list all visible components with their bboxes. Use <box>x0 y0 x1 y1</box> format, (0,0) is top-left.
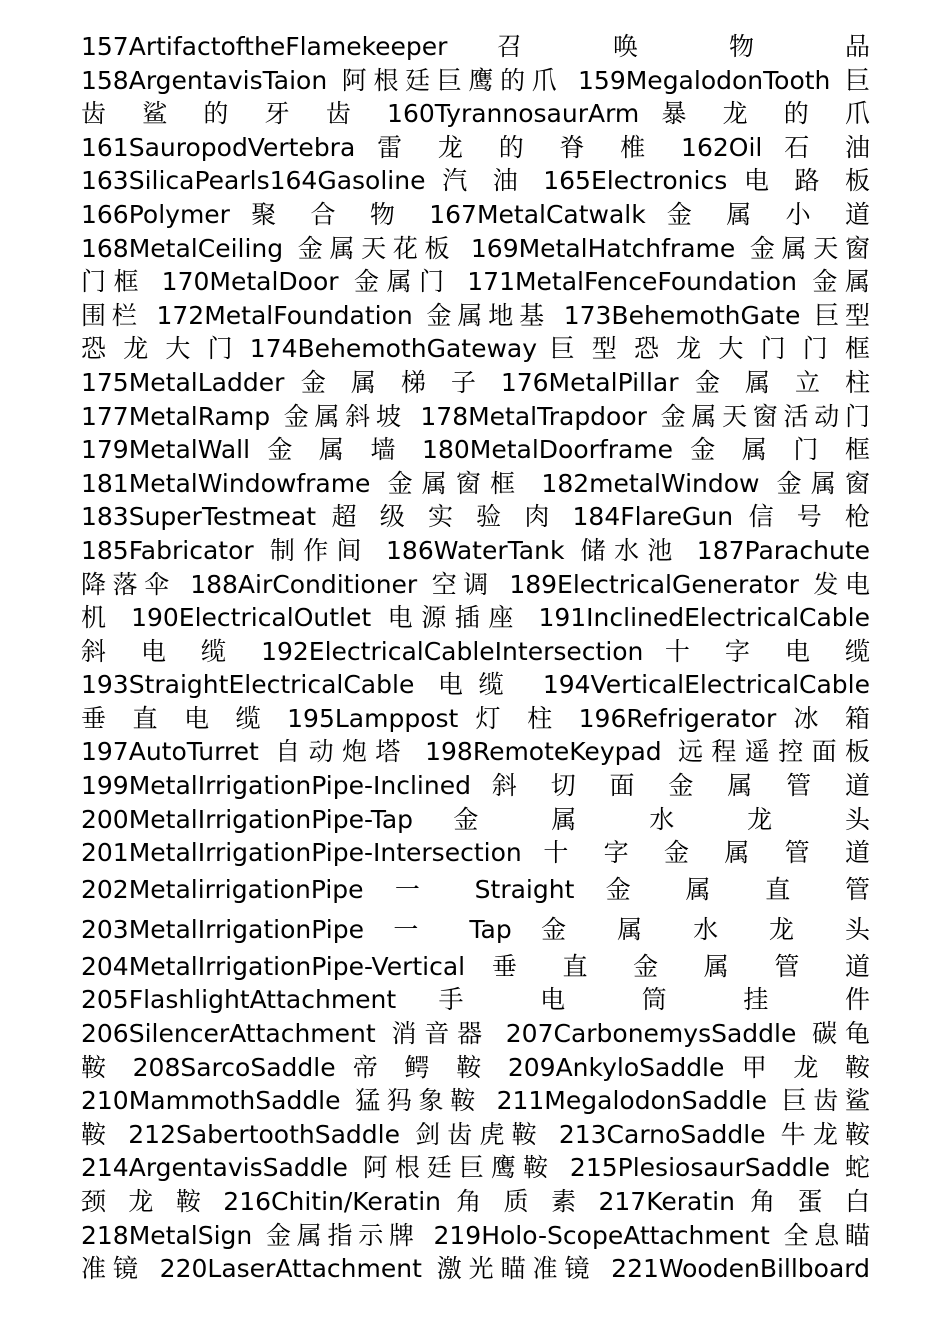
text-line-6: 166Polymer 聚 合 物 167MetalCatwalk 金 属 小 道 <box>81 199 870 229</box>
text-line-1: 157ArtifactoftheFlamekeeper 召 唤 物 品 <box>81 32 870 61</box>
text-line-36: 218MetalSign 金属指示牌 219Holo-ScopeAttachment 全息瞄 <box>81 1220 870 1250</box>
text-line-18: 机 190ElectricalOutlet 电源插座 191InclinedElectricalCable <box>81 603 870 633</box>
document-page <box>81 30 870 1330</box>
text-line-4: 161SauropodVertebra 雷 龙 的 脊 椎 162Oil 石 油 <box>81 132 870 162</box>
text-line-20: 193StraightElectricalCable 电缆 194VerticalElectricalCable <box>81 670 870 700</box>
text-line-12: 177MetalRamp 金属斜坡 178MetalTrapdoor 金属天窗活动门 <box>81 401 870 431</box>
text-line-21: 垂 直 电 缆 195Lamppost 灯 柱 196Refrigerator 冰 箱 <box>81 703 870 733</box>
text-line-23: 199MetalIrrigationPipe-Inclined 斜 切 面 金 属 管 道 <box>81 771 870 801</box>
text-line-31: 鞍 208SarcoSaddle 帝 鳄 鞍 209AnkyloSaddle 甲 龙 鞍 <box>81 1052 870 1082</box>
text-line-19: 斜 电 缆 192ElectricalCableIntersection 十 字 电 缆 <box>81 636 870 666</box>
text-line-16: 185Fabricator 制作间 186WaterTank 储水池 187Parachute <box>81 535 870 565</box>
text-line-3: 齿 鲨 的 牙 齿 160TyrannosaurArm 暴 龙 的 爪 <box>81 99 870 129</box>
text-line-22: 197AutoTurret 自动炮塔 198RemoteKeypad 远程遥控面板 <box>81 737 870 767</box>
text-line-32: 210MammothSaddle 猛犸象鞍 211MegalodonSaddle 巨齿鲨 <box>81 1086 870 1116</box>
text-line-5: 163SilicaPearls164Gasoline 汽 油 165Electronics 电 路 板 <box>81 166 870 196</box>
text-line-7: 168MetalCeiling 金属天花板 169MetalHatchframe 金属天窗 <box>81 233 870 263</box>
text-line-8: 门框 170MetalDoor 金属门 171MetalFenceFoundation 金属 <box>81 267 870 297</box>
text-line-2: 158ArgentavisTaion 阿根廷巨鹰的爪 159MegalodonTooth 巨 <box>81 65 870 95</box>
text-line-9: 围栏 172MetalFoundation 金属地基 173BehemothGate 巨型 <box>81 300 870 330</box>
text-line-30: 206SilencerAttachment 消音器 207CarbonemysSaddle 碳龟 <box>81 1019 870 1049</box>
text-line-17: 降落伞 188AirConditioner 空调 189ElectricalGenerator 发电 <box>81 569 870 599</box>
text-line-35: 颈 龙 鞍 216Chitin/Keratin 角 质 素 217Keratin 角 蛋 白 <box>81 1187 870 1216</box>
text-line-15: 183SuperTestmeat 超 级 实 验 肉 184FlareGun 信 号 枪 <box>81 502 870 532</box>
text-line-26: 202MetalirrigationPipe 一 Straight 金 属 直 管 <box>81 874 870 904</box>
text-line-33: 鞍 212SabertoothSaddle 剑齿虎鞍 213CarnoSaddle 牛龙鞍 <box>81 1119 870 1149</box>
text-line-37: 准镜 220LaserAttachment 激光瞄准镜 221WoodenBillboard <box>81 1254 870 1284</box>
text-line-25: 201MetalIrrigationPipe-Intersection 十 字 金 属 管 道 <box>81 838 870 868</box>
text-line-24: 200MetalIrrigationPipe-Tap 金 属 水 龙 头 <box>81 804 870 834</box>
text-line-13: 179MetalWall 金 属 墙 180MetalDoorframe 金 属 门 框 <box>81 435 870 465</box>
text-line-27: 203MetalIrrigationPipe 一 Tap 金 属 水 龙 头 <box>81 914 870 944</box>
text-line-34: 214ArgentavisSaddle 阿根廷巨鹰鞍 215PlesiosaurSaddle 蛇 <box>81 1153 870 1183</box>
text-line-28: 204MetalIrrigationPipe-Vertical 垂 直 金 属 管 道 <box>81 951 870 981</box>
text-line-14: 181MetalWindowframe 金属窗框 182metalWindow 金属窗 <box>81 468 870 498</box>
text-line-11: 175MetalLadder 金 属 梯 子 176MetalPillar 金 属 立 柱 <box>81 367 870 397</box>
text-line-29: 205FlashlightAttachment 手 电 筒 挂 件 <box>81 985 870 1015</box>
text-line-10: 恐 龙 大 门 174BehemothGateway 巨 型 恐 龙 大 门 门 框 <box>81 334 870 364</box>
